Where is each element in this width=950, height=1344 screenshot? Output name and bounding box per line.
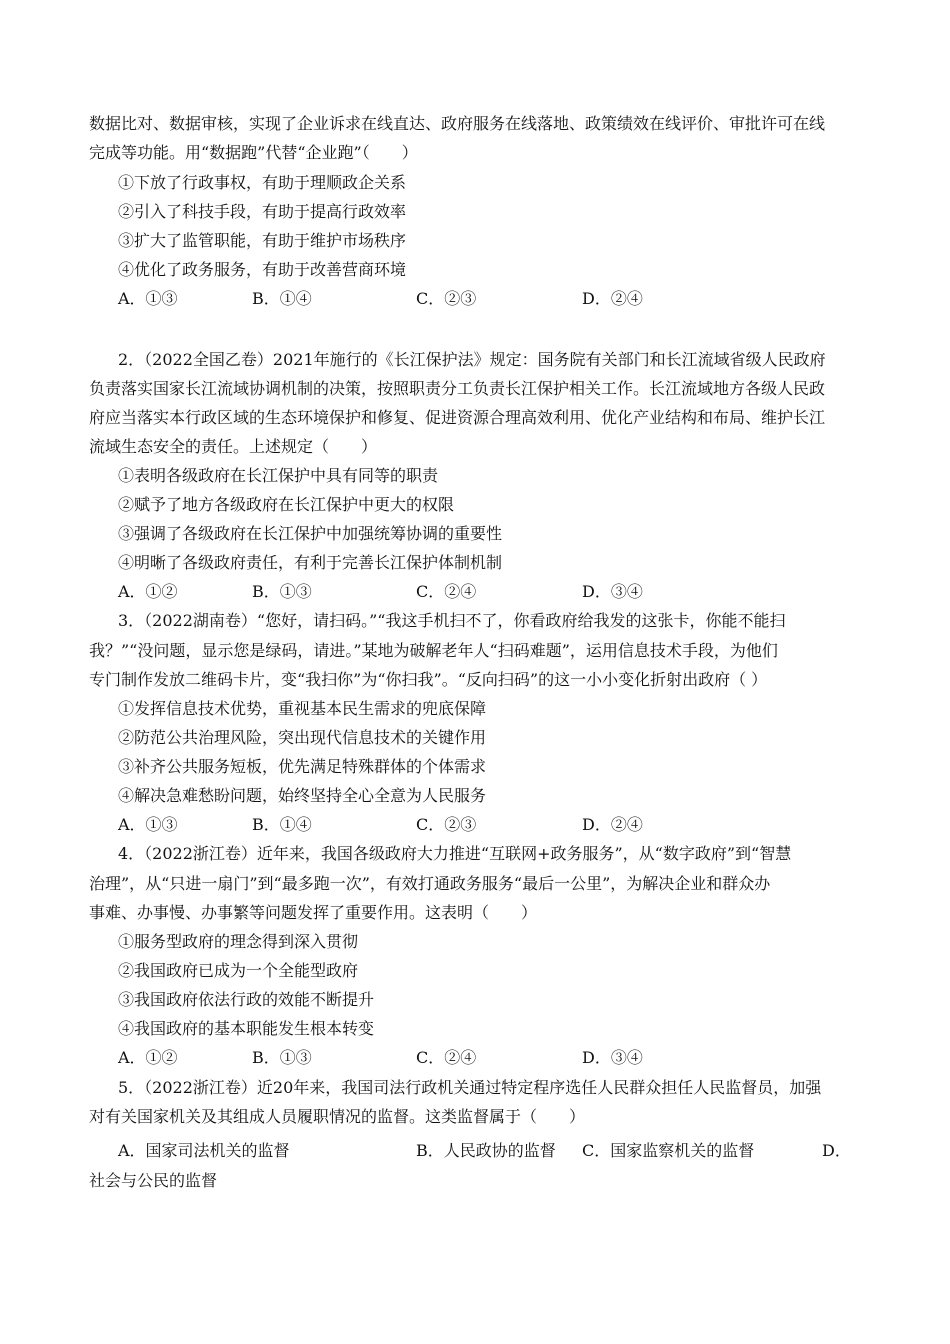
- q2-option-b: B．①③: [252, 582, 312, 601]
- q3-option-b: B．①④: [252, 815, 312, 834]
- q3-option-c: C．②③: [416, 815, 477, 834]
- q3-statement-1: ①发挥信息技术优势，重视基本民生需求的兜底保障: [118, 699, 487, 718]
- q1-statement-2: ②引入了科技手段，有助于提高行政效率: [118, 202, 407, 221]
- q4-option-b: B．①③: [252, 1048, 312, 1067]
- q3-statement-4: ④解决急难愁盼问题，始终坚持全心全意为人民服务: [118, 786, 487, 805]
- q2-option-a: A．①②: [118, 582, 178, 601]
- q2-statement-4: ④明晰了各级政府责任，有利于完善长江保护体制机制: [118, 553, 503, 572]
- q5-option-d: D．: [822, 1141, 851, 1160]
- q2-stem-line-2: 负责落实国家长江流域协调机制的决策，按照职责分工负责长江保护相关工作。长江流域地方各级人民政: [89, 379, 826, 398]
- q2-stem-line-1: 2．（2022全国乙卷）2021年施行的《长江保护法》规定：国务院有关部门和长江流域省级人民政府: [118, 350, 826, 369]
- q4-option-d: D．③④: [582, 1048, 643, 1067]
- q4-statement-4: ④我国政府的基本职能发生根本转变: [118, 1019, 375, 1038]
- q3-option-a: A．①③: [118, 815, 178, 834]
- q3-statement-2: ②防范公共治理风险，突出现代信息技术的关键作用: [118, 728, 487, 747]
- q1-option-d: D．②④: [582, 289, 643, 308]
- q4-stem-line-1: 4．（2022浙江卷）近年来，我国各级政府大力推进“互联网+政务服务”，从“数字政府”到“智慧: [118, 844, 792, 863]
- q4-stem-line-2: 治理”，从“只进一扇门”到“最多跑一次”，有效打通政务服务“最后一公里”，为解决企业和群众办: [89, 874, 771, 893]
- q2-stem-line-3: 府应当落实本行政区域的生态环境保护和修复、促进资源合理高效利用、优化产业结构和布局、维护长江: [89, 408, 826, 427]
- q1-statement-4: ④优化了政务服务，有助于改善营商环境: [118, 260, 407, 279]
- q5-option-b: B．人民政协的监督: [416, 1141, 556, 1160]
- q1-statement-3: ③扩大了监管职能，有助于维护市场秩序: [118, 231, 407, 250]
- q4-option-a: A．①②: [118, 1048, 178, 1067]
- q1-option-c: C．②③: [416, 289, 477, 308]
- q5-option-c: C．国家监察机关的监督: [582, 1141, 755, 1160]
- q5-option-a: A．国家司法机关的监督: [118, 1141, 290, 1160]
- q1-stem-line-2: 完成等功能。用“数据跑”代替“企业跑”（ ）: [89, 143, 418, 162]
- q4-statement-1: ①服务型政府的理念得到深入贯彻: [118, 932, 359, 951]
- q1-stem-line-1: 数据比对、数据审核，实现了企业诉求在线直达、政府服务在线落地、政策绩效在线评价、审批许可在线: [89, 114, 826, 133]
- q2-option-c: C．②④: [416, 582, 477, 601]
- q1-option-b: B．①④: [252, 289, 312, 308]
- q5-option-d-text: 社会与公民的监督: [89, 1171, 218, 1190]
- q4-statement-3: ③我国政府依法行政的效能不断提升: [118, 990, 375, 1009]
- q3-stem-line-1: 3．（2022湖南卷）“您好，请扫码。”“我这手机扫不了，你看政府给我发的这张卡，你能不能扫: [118, 611, 786, 630]
- q2-option-d: D．③④: [582, 582, 643, 601]
- q2-statement-3: ③强调了各级政府在长江保护中加强统筹协调的重要性: [118, 524, 503, 543]
- q2-statement-2: ②赋予了地方各级政府在长江保护中更大的权限: [118, 495, 455, 514]
- q3-option-d: D．②④: [582, 815, 643, 834]
- q2-statement-1: ①表明各级政府在长江保护中具有同等的职责: [118, 466, 439, 485]
- q5-stem-line-2: 对有关国家机关及其组成人员履职情况的监督。这类监督属于（ ）: [89, 1107, 586, 1126]
- q1-statement-1: ①下放了行政事权，有助于理顺政企关系: [118, 173, 407, 192]
- q3-statement-3: ③补齐公共服务短板，优先满足特殊群体的个体需求: [118, 757, 487, 776]
- q4-stem-line-3: 事难、办事慢、办事繁等问题发挥了重要作用。这表明（ ）: [89, 903, 538, 922]
- q2-stem-line-4: 流域生态安全的责任。上述规定（ ）: [89, 437, 378, 456]
- q3-stem-line-3: 专门制作发放二维码卡片，变“我扫你”为“你扫我”。“反向扫码”的这一小小变化折射出政府（ ）: [89, 670, 768, 689]
- q5-stem-line-1: 5．（2022浙江卷）近20年来，我国司法行政机关通过特定程序选任人民群众担任人民监督员，加强: [118, 1078, 822, 1097]
- q3-stem-line-2: 我？”“没问题，显示您是绿码，请进。”某地为破解老年人“扫码难题”，运用信息技术手段，为他们: [89, 641, 778, 660]
- q1-option-a: A．①③: [118, 289, 178, 308]
- q4-option-c: C．②④: [416, 1048, 477, 1067]
- q4-statement-2: ②我国政府已成为一个全能型政府: [118, 961, 359, 980]
